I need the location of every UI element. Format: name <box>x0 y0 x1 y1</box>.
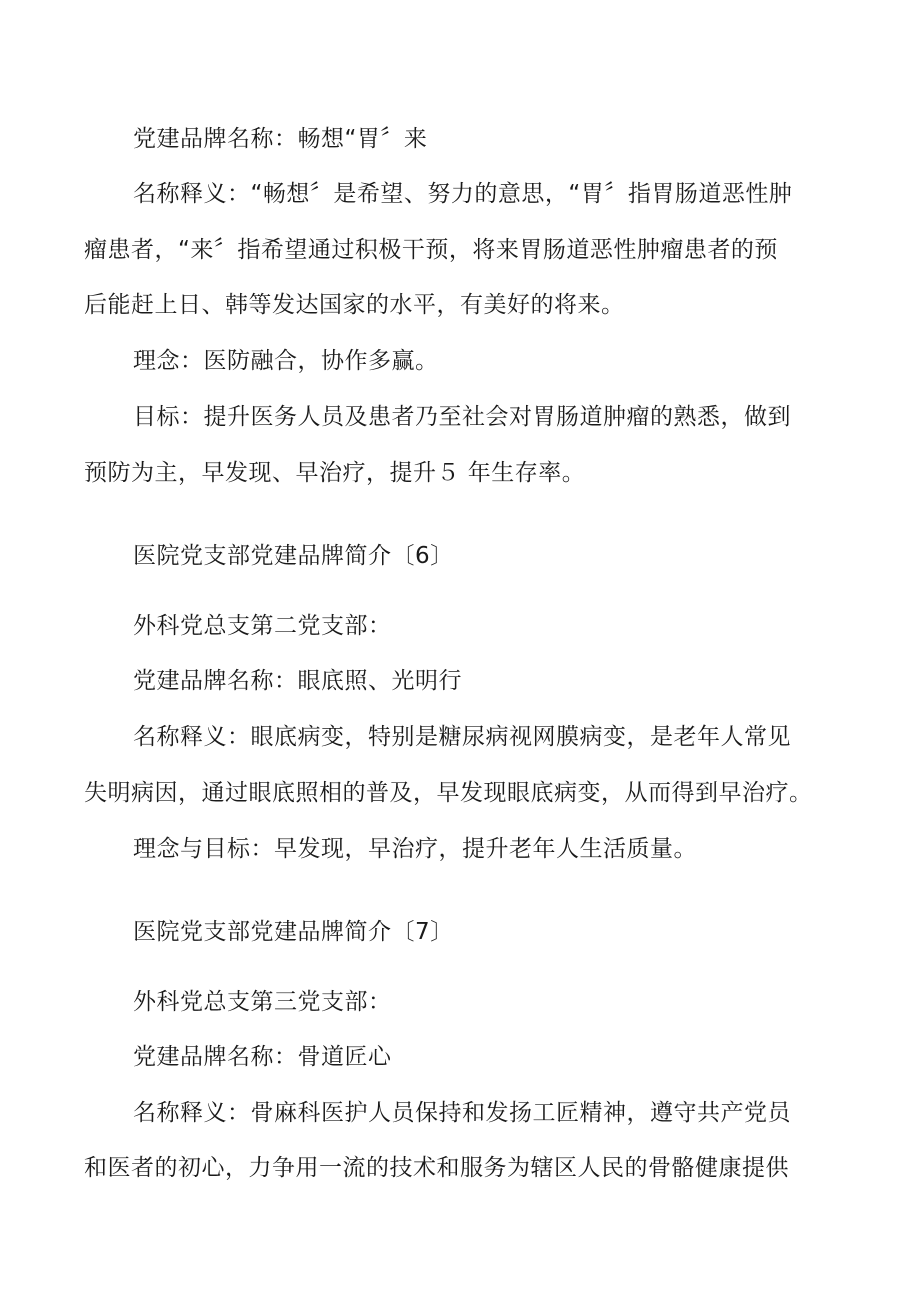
brand-name-line: 党建品牌名称：眼底照、光明行 <box>133 668 462 694</box>
goal-line: 目标：提升医务人员及患者乃至社会对胃肠道肿瘤的熟悉，做到 <box>133 404 791 430</box>
branch-line: 外科党总支第二党支部： <box>133 613 392 639</box>
name-meaning-line: 瘤患者，“来〞指希望通过积极干预，将来胃肠道恶性肿瘤患者的预 <box>84 237 778 263</box>
concept-goal-line: 理念与目标：早发现，早治疗，提升老年人生活质量。 <box>133 836 697 862</box>
goal-line: 预防为主，早发现、早治疗，提升５ 年生存率。 <box>84 460 586 486</box>
name-meaning-line: 失明病因，通过眼底照相的普及，早发现眼底病变，从而得到早治疗。 <box>84 780 813 806</box>
brand-name-line: 党建品牌名称：骨道匠心 <box>133 1044 392 1070</box>
name-meaning-line: 和医者的初心，力争用一流的技术和服务为辖区人民的骨骼健康提供 <box>84 1155 789 1181</box>
name-meaning-line: 名称释义：眼底病变，特别是糖尿病视网膜病变，是老年人常见 <box>133 724 791 750</box>
brand-name-line: 党建品牌名称：畅想“胃〞来 <box>133 126 428 152</box>
section-heading: 医院党支部党建品牌简介〔6〕 <box>133 543 454 569</box>
name-meaning-line: 名称释义：骨麻科医护人员保持和发扬工匠精神，遵守共产党员 <box>133 1100 791 1126</box>
concept-line: 理念：医防融合，协作多赢。 <box>133 348 439 374</box>
branch-line: 外科党总支第三党支部： <box>133 989 392 1015</box>
name-meaning-line: 后能赶上日、韩等发达国家的水平，有美好的将来。 <box>84 292 625 318</box>
name-meaning-line: 名称释义：“畅想〞是希望、努力的意思，“胃〞指胃肠道恶性肿 <box>133 181 793 207</box>
section-heading: 医院党支部党建品牌简介〔7〕 <box>133 919 454 945</box>
